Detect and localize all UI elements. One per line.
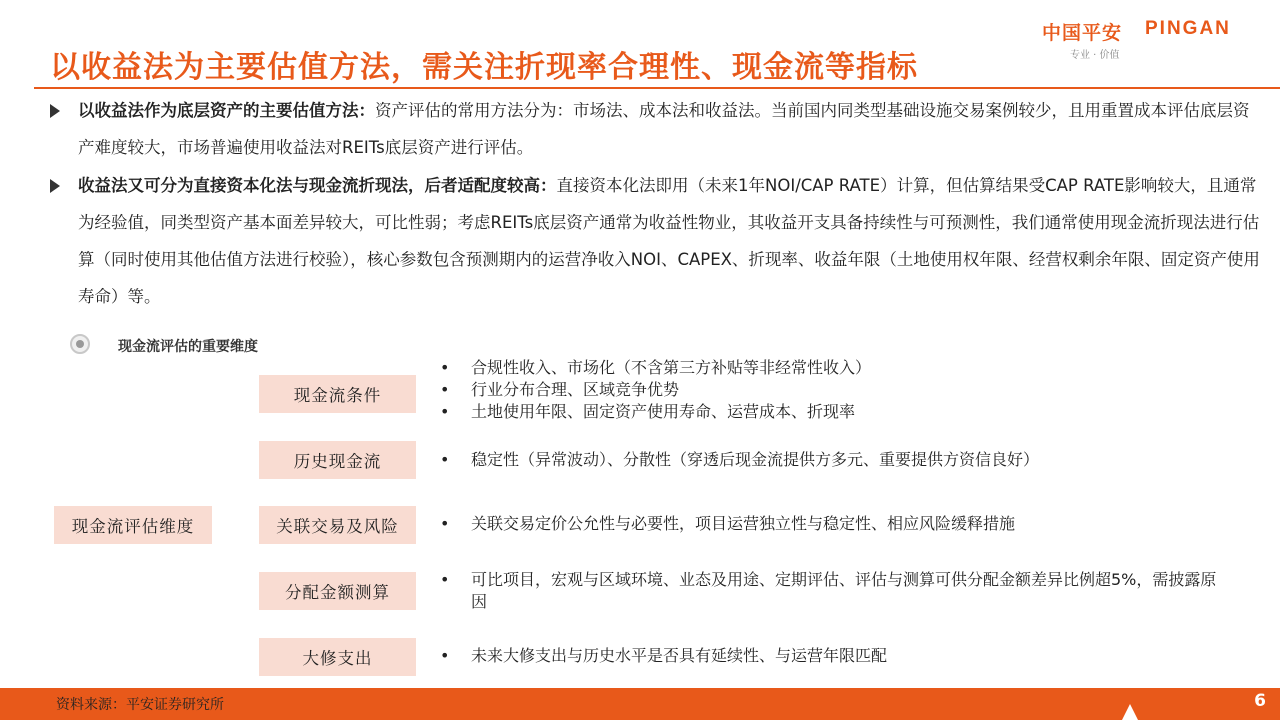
logo	[1040, 18, 1260, 68]
paragraph-body	[50, 167, 1260, 315]
radio-icon	[70, 334, 90, 354]
page-number: 6	[1254, 691, 1266, 711]
bullet-paragraph-1	[50, 92, 1260, 166]
section-title: 现金流评估的重要维度	[118, 339, 258, 355]
paragraph-text: 直接资本化法即用（未来1年NOI/CAP RATE）计算，但估算结果受CAP RATE影响较大，且通常为经验值，同类型资产基本面差异较大，可比性弱；考虑REITs底层资产通常为收益性物业，其收益开支具备持续性与可预测性，我们通常使用现金流折现法进行估算（同时使用其他估值方法进行校验），核心参数包含预测期内的运营净收入NOI、CAPEX、折现率、收益年限（土地使用权年限、经营权剩余年限、固定资产使用寿命）等。	[78, 176, 1260, 306]
bullet-item: • 行业分布合理、区域竞争优势	[440, 379, 1240, 401]
diagram-root-box: 现金流评估维度	[54, 506, 212, 544]
logo-mark-icon	[1122, 704, 1138, 720]
category-bullets	[440, 513, 1240, 535]
paragraph-body	[50, 92, 1260, 166]
category-bullets	[440, 449, 1240, 471]
arrow-bullet-icon	[50, 104, 60, 118]
category-bullets	[440, 569, 1230, 613]
bullet-item: • 可比项目，宏观与区域环境、业态及用途、定期评估、评估与测算可供分配金额差异比例超5%，需披露原因	[440, 569, 1230, 613]
logo-chinese-text: 中国平安	[1042, 22, 1123, 44]
logo-english-text: PINGAN	[1145, 18, 1231, 39]
page-title: 以收益法为主要估值方法，需关注折现率合理性、现金流等指标	[50, 50, 918, 85]
bullet-item: • 土地使用年限、固定资产使用寿命、运营成本、折现率	[440, 401, 1240, 423]
paragraph-lead: 收益法又可分为直接资本化法与现金流折现法，后者适配度较高：	[78, 176, 557, 195]
paragraph-lead: 以收益法作为底层资产的主要估值方法：	[78, 101, 375, 120]
title-divider	[34, 87, 1280, 89]
bullet-item: • 稳定性（异常波动）、分散性（穿透后现金流提供方多元、重要提供方资信良好）	[440, 449, 1240, 471]
bullet-item: • 未来大修支出与历史水平是否具有延续性、与运营年限匹配	[440, 645, 1240, 667]
category-bullets	[440, 645, 1240, 667]
source-note: 资料来源：平安证券研究所	[56, 697, 224, 713]
category-bullets	[440, 357, 1240, 423]
footer-bar	[0, 688, 1280, 720]
category-box-historical-cashflow: 历史现金流	[259, 441, 416, 479]
paragraph-text: 资产评估的常用方法分为：市场法、成本法和收益法。当前国内同类型基础设施交易案例较少，且用重置成本评估底层资产难度较大，市场普遍使用收益法对REITs底层资产进行评估。	[78, 101, 1250, 157]
bullet-item: • 关联交易定价公允性与必要性，项目运营独立性与稳定性、相应风险缓释措施	[440, 513, 1240, 535]
bullet-item: • 合规性收入、市场化（不含第三方补贴等非经常性收入）	[440, 357, 1240, 379]
category-box-related-transactions: 关联交易及风险	[259, 506, 416, 544]
category-box-major-repairs: 大修支出	[259, 638, 416, 676]
category-box-distribution-amount: 分配金额测算	[259, 572, 416, 610]
bullet-paragraph-2	[50, 167, 1260, 315]
logo-tagline: 专业 · 价值	[1070, 50, 1120, 61]
arrow-bullet-icon	[50, 179, 60, 193]
category-box-cashflow-conditions: 现金流条件	[259, 375, 416, 413]
